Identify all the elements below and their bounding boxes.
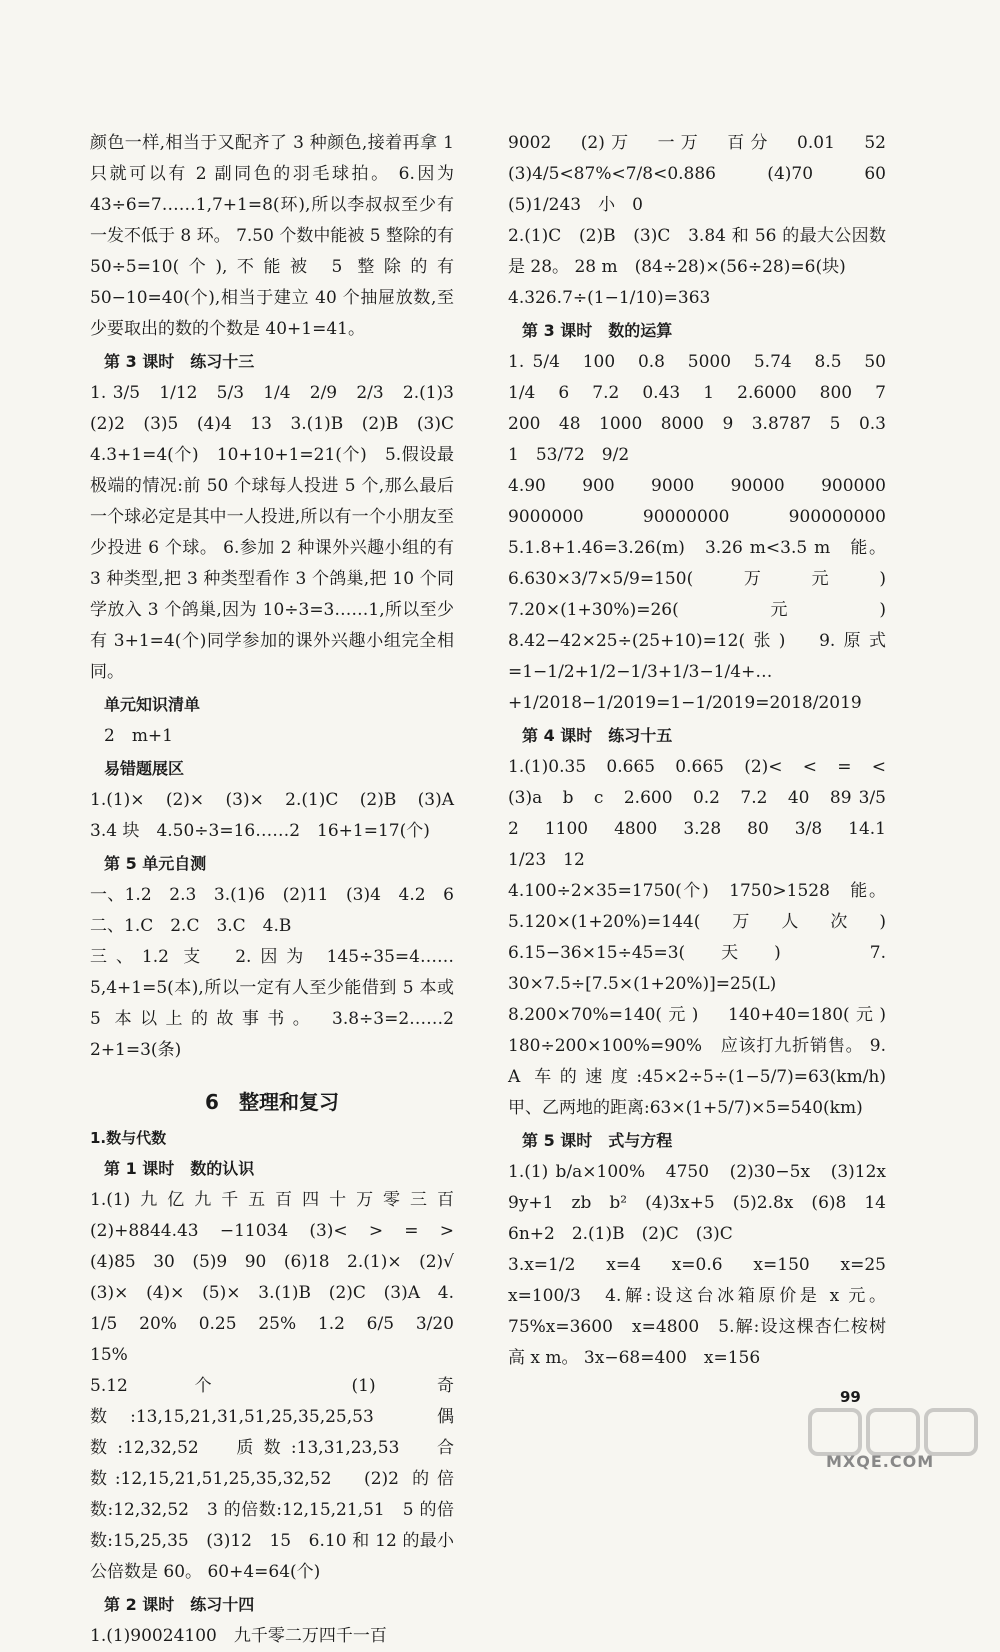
left-paragraph-7: 1.(1)九亿九千五百四十万零三百 (2)+8844.43 −11034 (3)< > = > (4)85 30 (5)9 90 (6)18 2.(1)× (2)√ (3)× (4)× (5)× 3.(1)B (2)C (3)A 4. 1/5 20% 0.25 25% 1.2 6/5 3/20 15% [90, 1190, 471, 1365]
lesson-3-operations-heading: 第 3 课时 数的运算 [522, 321, 673, 340]
right-paragraph-7: 4.100÷2×35=1750(个) 1750>1528 能。 5.120×(1+20%)=144(万人次) 6.15−36×15÷45=3(天) 7. 30×7.5÷[7.5×(1+20%)]=25(L) 8.200×70%=140(元) 140+40=180(元) 180÷200×100%=90% 应该打九折销售。 9. A 车的速度:45×2÷5÷(1−5/7)=63(km/h) 甲、乙两地的距离:63×(1+5/7)×5=540(km) [508, 881, 903, 1118]
right-paragraph-8: 1.(1) b/a×100% 4750 (2)30−5x (3)12x 9y+1 zb b² (4)3x+5 (5)2.8x (6)8 14 6n+2 2.(1)B (2)C (3)C [508, 1162, 903, 1244]
lesson-3-heading: 第 3 课时 练习十三 [104, 352, 255, 371]
right-paragraph-9: 3.x=1/2 x=4 x=0.6 x=150 x=25 x=100/3 4.解:设这台冰箱原价是 x 元。 75%x=3600 x=4800 5.解:设这棵杏仁桉树高 x m。 3x−68=400 x=156 [508, 1255, 903, 1368]
section-number-algebra: 1.数与代数 [90, 1129, 167, 1147]
left-paragraph-2: 1. 3/5 1/12 5/3 1/4 2/9 2/3 2.(1)3 (2)2 (3)5 (4)4 13 3.(1)B (2)B (3)C 4.3+1=4(个) 10+10+1=21(个) 5.假设最极端的情况:前 50 个球每人投进 5 个,那么最后一个球必定是其中一人投进,所以有一个小朋友至少投进 6 个球。 6.参加 2 种课外兴趣小组的有 3 种类型,把 3 种类型看作 3 个鸽巢,把 10 个同学放入 3 个鸽巢,因为 10÷3=3……1,所以至少有 3+1=4(个)同学参加的课外兴趣小组完全相同。 [90, 383, 471, 682]
left-paragraph-4: 1.(1)× (2)× (3)× 2.(1)C (2)B (3)A 3.4 块 4.50÷3=16……2 16+1=17(个) [90, 790, 471, 841]
left-column [90, 128, 471, 1652]
lesson-5-heading: 第 5 课时 式与方程 [522, 1131, 673, 1150]
unit-5-test-heading: 第 5 单元自测 [104, 854, 207, 873]
unit-checklist-heading: 单元知识清单 [104, 695, 201, 714]
right-paragraph-3: 4.326.7÷(1−1/10)=363 [508, 288, 711, 308]
left-paragraph-5: 一、1.2 2.3 3.(1)6 (2)11 (3)4 4.2 6 二、1.C 2.C 3.C 4.B [90, 885, 471, 936]
right-paragraph-5: 4.90 900 9000 90000 900000 9000000 90000000 900000000 5.1.8+1.46=3.26(m) 3.26 m<3.5 m 能。 6.630×3/7×5/9=150(万元) 7.20×(1+30%)=26(元) 8.42−42×25÷(25+10)=12(张) 9.原式=1−1/2+1/2−1/3+1/3−1/4+…+1/2018−1/2019=1−1/2019=2018/2019 [508, 476, 903, 713]
error-zone-heading: 易错题展区 [104, 759, 185, 778]
lesson-4-heading: 第 4 课时 练习十五 [522, 726, 673, 745]
page-number: 99 [840, 1388, 861, 1406]
left-paragraph-8: 5.12 个 (1)奇数:13,15,21,31,51,25,35,25,53 偶数:12,32,52 质数:13,31,23,53 合数:12,15,21,51,25,35,32,52 (2)2 的倍数:12,32,52 3 的倍数:12,15,21,51 5 的倍数:15,25,35 (3)12 15 6.10 和 12 的最小公倍数是 60。 60+4=64(个) [90, 1376, 454, 1582]
right-paragraph-1: 9002 (2)万 一万 百分 0.01 52 (3)4/5<87%<7/8<0.886 (4)70 60 (5)1/243 小 0 [508, 133, 903, 215]
left-paragraph-6: 三、1.2 支 2.因为 145÷35=4……5,4+1=5(本),所以一定有人至少能借到 5 本或 5 本以上的故事书。 3.8÷3=2……2 2+1=3(条) [90, 947, 471, 1060]
chapter-title: 6 整理和复习 [205, 1090, 339, 1114]
left-paragraph-1: 颜色一样,相当于又配齐了 3 种颜色,接着再拿 1 只就可以有 2 副同色的羽毛球拍。 6.因为 43÷6=7……1,7+1=8(环),所以李叔叔至少有一发不低于 8 环。 7.50 个数中能被 5 整除的有 50÷5=10(个),不能被 5 整除的有 50−10=40(个),相当于建立 40 个抽屉放数,至少要取出的数的个数是 40+1=41。 [90, 133, 454, 339]
lesson-1-heading: 第 1 课时 数的认识 [104, 1159, 255, 1178]
right-paragraph-6: 1.(1)0.35 0.665 0.665 (2)< < = < (3)a b c 2.600 0.2 7.2 40 89 3/5 2 1100 4800 3.28 80 3/8 14.1 1/23 12 [508, 757, 903, 870]
right-column [508, 128, 903, 1374]
left-paragraph-3: 2 m+1 [104, 726, 173, 746]
left-paragraph-9: 1.(1)90024100 九千零二万四千一百 [90, 1626, 387, 1646]
right-paragraph-4: 1. 5/4 100 0.8 5000 5.74 8.5 50 1/4 6 7.2 0.43 1 2.6000 800 7 200 48 1000 8000 9 3.8787 5 0.3 1 53/72 9/2 [508, 352, 903, 465]
lesson-2-heading: 第 2 课时 练习十四 [104, 1595, 255, 1614]
watermark-text: MXQE.COM [826, 1452, 935, 1471]
right-paragraph-2: 2.(1)C (2)B (3)C 3.84 和 56 的最大公因数是 28。 28 m (84÷28)×(56÷28)=6(块) [508, 226, 886, 277]
